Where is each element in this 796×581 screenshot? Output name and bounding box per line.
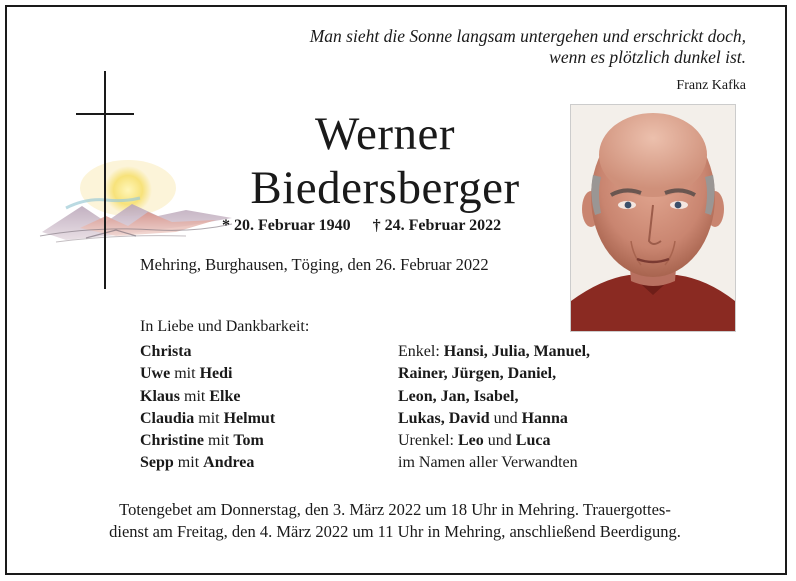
deceased-first-name: Werner xyxy=(314,108,456,160)
service-line-2: dienst am Freitag, den 4. März 2022 um 11 Uhr in Mehring, anschließend Beerdigung. xyxy=(109,522,681,541)
connector: mit xyxy=(194,409,224,427)
connector: mit xyxy=(180,387,210,405)
list-item xyxy=(398,408,590,430)
birth-date: * 20. Februar 1940 xyxy=(222,217,351,234)
connector: und xyxy=(489,409,522,427)
family-member: Christine xyxy=(140,432,204,450)
portrait-photo xyxy=(570,104,736,332)
connector: mit xyxy=(173,454,204,472)
life-dates xyxy=(222,217,501,235)
list-item xyxy=(398,430,590,452)
list-item xyxy=(398,363,590,385)
connector: und xyxy=(483,432,516,450)
list-item xyxy=(140,341,275,363)
list-item xyxy=(398,341,590,363)
list-item xyxy=(398,452,590,474)
family-member: Christa xyxy=(140,343,192,360)
family-list-left xyxy=(140,341,275,475)
connector: mit xyxy=(170,365,200,383)
list-item xyxy=(140,363,275,385)
great-grandchild-name: Luca xyxy=(515,432,551,450)
grandchildren-label: Enkel: xyxy=(398,343,444,360)
relatives-closing: im Namen aller Verwandten xyxy=(398,454,578,472)
deceased-last-name: Biedersberger xyxy=(250,162,520,214)
quote-line-1: Man sieht die Sonne langsam untergehen und erschrickt doch, xyxy=(309,26,746,46)
family-member: Elke xyxy=(209,387,241,405)
list-item xyxy=(398,386,590,408)
grandchildren-names: Hansi, Julia, Manuel, xyxy=(443,343,591,360)
quote-line-2: wenn es plötzlich dunkel ist. xyxy=(549,47,746,67)
death-date: † 24. Februar 2022 xyxy=(372,217,502,234)
great-grandchildren-label: Urenkel: xyxy=(398,432,458,450)
grandchildren-names: Lukas, David xyxy=(398,409,490,427)
place-and-date: Mehring, Burghausen, Töging, den 26. Februar 2022 xyxy=(140,255,489,274)
family-member: Helmut xyxy=(223,409,276,427)
connector: mit xyxy=(204,432,234,450)
grandchildren-names: Rainer, Jürgen, Daniel, xyxy=(398,365,557,383)
family-intro: In Liebe und Dankbarkeit: xyxy=(140,318,310,335)
quote-author: Franz Kafka xyxy=(676,78,746,93)
family-member: Uwe xyxy=(140,365,171,383)
family-member: Claudia xyxy=(140,409,195,427)
family-member: Sepp xyxy=(140,454,174,472)
family-member: Hedi xyxy=(199,365,233,383)
service-line-1: Totengebet am Donnerstag, den 3. März 2022 um 18 Uhr in Mehring. Trauergottes- xyxy=(119,500,671,519)
portrait-image xyxy=(571,105,735,331)
family-list-right xyxy=(398,341,590,475)
list-item xyxy=(140,386,275,408)
list-item xyxy=(140,430,275,452)
family-member: Klaus xyxy=(140,387,181,405)
service-info xyxy=(40,499,750,543)
great-grandchild-name: Leo xyxy=(457,432,484,450)
grandchildren-names: Hanna xyxy=(521,409,568,427)
list-item xyxy=(140,452,275,474)
family-member: Andrea xyxy=(203,454,255,472)
family-member: Tom xyxy=(233,432,264,450)
list-item xyxy=(140,408,275,430)
grandchildren-names: Leon, Jan, Isabel, xyxy=(398,387,519,405)
quote xyxy=(310,26,746,68)
